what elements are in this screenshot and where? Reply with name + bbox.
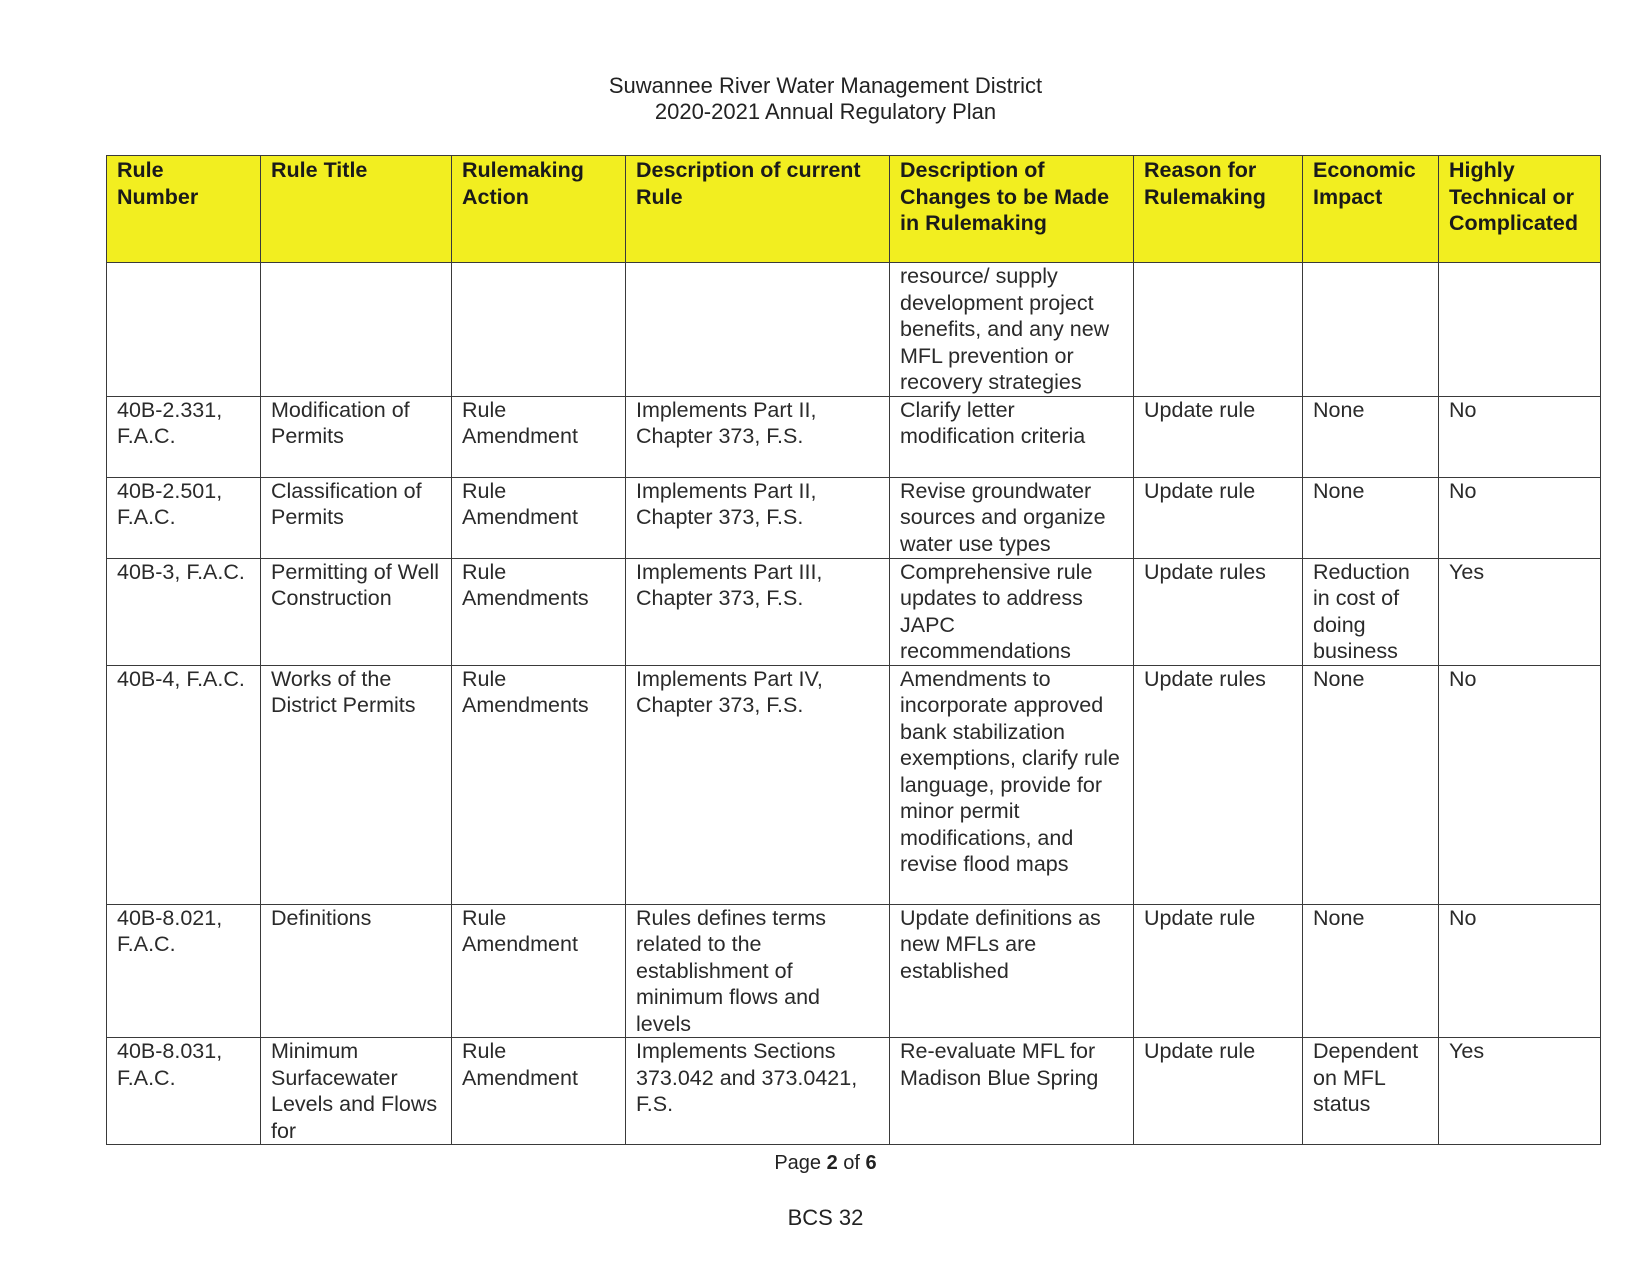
table-row bbox=[107, 558, 1601, 665]
table-row bbox=[107, 263, 1601, 397]
table-cell: No bbox=[1439, 477, 1601, 558]
table-cell: Works of the District Permits bbox=[261, 665, 452, 904]
table-cell: Implements Part II, Chapter 373, F.S. bbox=[626, 477, 890, 558]
column-header: Reason for Rulemaking bbox=[1134, 156, 1303, 263]
table-cell bbox=[261, 263, 452, 397]
page-prefix: Page bbox=[774, 1152, 822, 1174]
column-header: Description of Changes to be Made in Rulemaking bbox=[890, 156, 1134, 263]
page-current: 2 bbox=[826, 1152, 838, 1174]
table-cell: No bbox=[1439, 396, 1601, 477]
table-cell: Update rule bbox=[1134, 904, 1303, 1038]
table-cell: Update rule bbox=[1134, 396, 1303, 477]
document-code: BCS 32 bbox=[787, 1205, 864, 1230]
table-cell: Amendments to incorporate approved bank stabilization exemptions, clarify rule language, provide for minor permit modifications, and revise flood maps bbox=[890, 665, 1134, 904]
table-header-row bbox=[107, 156, 1601, 263]
table-cell bbox=[626, 263, 890, 397]
table-cell: 40B-3, F.A.C. bbox=[107, 558, 261, 665]
table-cell: Update rule bbox=[1134, 1038, 1303, 1145]
table-cell: Rule Amendments bbox=[452, 558, 626, 665]
table-cell: Comprehensive rule updates to address JAPC recommendations bbox=[890, 558, 1134, 665]
table-cell: resource/ supply development project benefits, and any new MFL prevention or recovery strategies bbox=[890, 263, 1134, 397]
column-header: Rule Number bbox=[107, 156, 261, 263]
table-row bbox=[107, 665, 1601, 904]
table-cell: Classification of Permits bbox=[261, 477, 452, 558]
table-cell: Clarify letter modification criteria bbox=[890, 396, 1134, 477]
table-cell: Rules defines terms related to the establishment of minimum flows and levels bbox=[626, 904, 890, 1038]
table-cell: Dependent on MFL status bbox=[1303, 1038, 1439, 1145]
table-cell: None bbox=[1303, 396, 1439, 477]
table-cell: Update rules bbox=[1134, 558, 1303, 665]
table-cell: Implements Part III, Chapter 373, F.S. bbox=[626, 558, 890, 665]
table-cell: Yes bbox=[1439, 558, 1601, 665]
table-cell: Update definitions as new MFLs are established bbox=[890, 904, 1134, 1038]
header-organization: Suwannee River Water Management District bbox=[608, 73, 1043, 98]
table-cell: Yes bbox=[1439, 1038, 1601, 1145]
document-header bbox=[0, 73, 1651, 125]
table-cell: Permitting of Well Construction bbox=[261, 558, 452, 665]
table-cell bbox=[1439, 263, 1601, 397]
table-cell: Implements Part II, Chapter 373, F.S. bbox=[626, 396, 890, 477]
table-cell: Re-evaluate MFL for Madison Blue Spring bbox=[890, 1038, 1134, 1145]
page-of: of bbox=[843, 1152, 860, 1174]
table-cell: 40B-2.501, F.A.C. bbox=[107, 477, 261, 558]
column-header: Description of current Rule bbox=[626, 156, 890, 263]
table-cell bbox=[107, 263, 261, 397]
column-header: Highly Technical or Complicated bbox=[1439, 156, 1601, 263]
table-cell bbox=[1303, 263, 1439, 397]
table-cell: 40B-8.031, F.A.C. bbox=[107, 1038, 261, 1145]
table-cell: No bbox=[1439, 904, 1601, 1038]
table-cell bbox=[1134, 263, 1303, 397]
table-cell: Modification of Permits bbox=[261, 396, 452, 477]
table-cell: No bbox=[1439, 665, 1601, 904]
column-header: Economic Impact bbox=[1303, 156, 1439, 263]
table-cell: Definitions bbox=[261, 904, 452, 1038]
column-header: Rulemaking Action bbox=[452, 156, 626, 263]
table-cell: Update rule bbox=[1134, 477, 1303, 558]
table-cell: None bbox=[1303, 477, 1439, 558]
table-cell: Minimum Surfacewater Levels and Flows for bbox=[261, 1038, 452, 1145]
table-row bbox=[107, 477, 1601, 558]
table-cell: Rule Amendment bbox=[452, 477, 626, 558]
table-cell: None bbox=[1303, 665, 1439, 904]
table-cell: Update rules bbox=[1134, 665, 1303, 904]
page-number bbox=[0, 1152, 1651, 1175]
table-cell: Rule Amendment bbox=[452, 396, 626, 477]
page-total: 6 bbox=[865, 1152, 877, 1174]
table-cell: Rule Amendment bbox=[452, 904, 626, 1038]
column-header: Rule Title bbox=[261, 156, 452, 263]
table-cell: Implements Part IV, Chapter 373, F.S. bbox=[626, 665, 890, 904]
table-row bbox=[107, 396, 1601, 477]
table-row bbox=[107, 904, 1601, 1038]
table-cell: 40B-4, F.A.C. bbox=[107, 665, 261, 904]
regulatory-plan-table bbox=[106, 155, 1601, 1145]
table-cell: Revise groundwater sources and organize water use types bbox=[890, 477, 1134, 558]
table-cell: Implements Sections 373.042 and 373.0421, F.S. bbox=[626, 1038, 890, 1145]
table-cell: 40B-8.021, F.A.C. bbox=[107, 904, 261, 1038]
table-cell: None bbox=[1303, 904, 1439, 1038]
table-cell bbox=[452, 263, 626, 397]
table-cell: 40B-2.331, F.A.C. bbox=[107, 396, 261, 477]
table-cell: Rule Amendments bbox=[452, 665, 626, 904]
table-row bbox=[107, 1038, 1601, 1145]
table-cell: Reduction in cost of doing business bbox=[1303, 558, 1439, 665]
table-cell: Rule Amendment bbox=[452, 1038, 626, 1145]
header-plan-title: 2020-2021 Annual Regulatory Plan bbox=[654, 99, 997, 124]
